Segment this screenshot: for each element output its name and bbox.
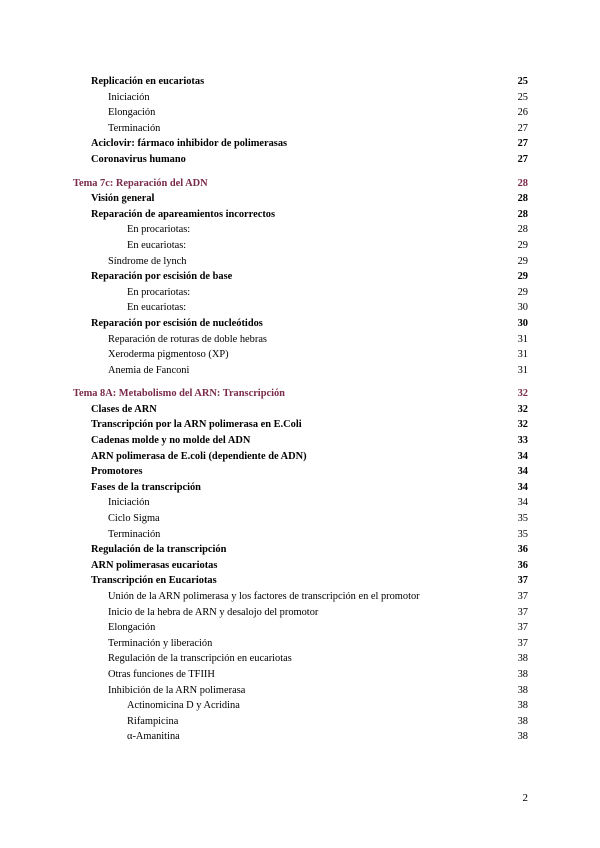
toc-entry-title: Ciclo Sigma	[108, 513, 160, 525]
toc-section-dna-repair	[0, 191, 600, 378]
toc-entry-page: 38	[517, 684, 528, 696]
toc-entry-page: 31	[517, 349, 528, 361]
toc-entry-page: 28	[517, 193, 528, 205]
toc-entry[interactable]	[0, 254, 600, 270]
toc-entry-title: Rifampicina	[127, 715, 179, 727]
toc-entry[interactable]	[0, 207, 600, 223]
toc-entry[interactable]	[0, 152, 600, 168]
toc-entry-title: Iniciación	[108, 91, 150, 103]
toc-entry-page: 37	[517, 606, 528, 618]
toc-entry-title: En eucariotas:	[127, 302, 187, 314]
toc-entry[interactable]	[0, 449, 600, 465]
toc-entry-title: Elongación	[108, 107, 156, 119]
toc-entry[interactable]	[0, 636, 600, 652]
toc-entry-title: Transcripción por la ARN polimerasa en E.Coli	[91, 419, 302, 431]
toc-entry-page: 30	[517, 317, 528, 329]
toc-entry-page: 37	[517, 622, 528, 634]
toc-entry[interactable]	[0, 605, 600, 621]
toc-entry-title: Iniciación	[108, 497, 150, 509]
toc-entry[interactable]	[0, 589, 600, 605]
toc-entry[interactable]	[0, 620, 600, 636]
toc-entry-title: Coronavirus humano	[91, 153, 186, 165]
toc-entry-page: 29	[517, 239, 528, 251]
toc-entry[interactable]	[0, 191, 600, 207]
toc-entry-title: Anemia de Fanconi	[108, 364, 190, 376]
toc-entry-title: Aciclovir: fármaco inhibidor de polimerasas	[91, 138, 288, 150]
toc-entry-page: 37	[517, 637, 528, 649]
toc-chapter-title: Tema 7c: Reparación del ADN	[73, 177, 208, 189]
toc-entry[interactable]	[0, 238, 600, 254]
toc-entry[interactable]	[0, 480, 600, 496]
toc-entry[interactable]	[0, 714, 600, 730]
toc-entry-page: 32	[517, 419, 528, 431]
toc-chapter-page: 28	[517, 177, 528, 189]
toc-entry-page: 27	[517, 153, 528, 165]
toc-entry-page: 29	[517, 271, 528, 283]
toc-entry[interactable]	[0, 121, 600, 137]
toc-section-transcription	[0, 402, 600, 745]
toc-entry-page: 25	[517, 76, 528, 87]
toc-chapter-8a[interactable]	[0, 386, 600, 402]
toc-entry[interactable]	[0, 332, 600, 348]
toc-entry-page: 34	[517, 481, 528, 493]
toc-entry-page: 27	[517, 138, 528, 150]
toc-entry-page: 38	[517, 668, 528, 680]
toc-entry-title: Inicio de la hebra de ARN y desalojo del promotor	[108, 606, 319, 618]
toc-entry-title: Unión de la ARN polimerasa y los factores de transcripción en el promotor	[108, 591, 420, 602]
toc-section-replication	[0, 74, 600, 168]
toc-entry-page: 38	[517, 653, 528, 665]
toc-entry-page: 29	[517, 286, 528, 298]
page-number: 2	[522, 792, 528, 804]
toc-entry-title: Elongación	[108, 622, 156, 634]
toc-entry[interactable]	[0, 347, 600, 363]
toc-entry-page: 28	[517, 224, 528, 236]
toc-entry-page: 33	[517, 435, 528, 447]
toc-entry-title: Terminación	[108, 528, 161, 540]
toc-entry-title: Regulación de la transcripción en eucariotas	[108, 653, 292, 665]
toc-entry[interactable]	[0, 558, 600, 574]
toc-entry-page: 36	[517, 544, 528, 556]
toc-entry-title: En procariotas:	[127, 224, 191, 236]
toc-entry[interactable]	[0, 511, 600, 527]
toc-entry-title: Cadenas molde y no molde del ADN	[91, 435, 251, 447]
toc-entry-page: 32	[517, 403, 528, 415]
toc-entry-title: Reparación de apareamientos incorrectos	[91, 208, 276, 220]
toc-entry-title: Fases de la transcripción	[91, 481, 201, 493]
toc-entry[interactable]	[0, 402, 600, 418]
toc-entry-page: 34	[517, 497, 528, 509]
toc-entry-title: Reparación por escisión de nucleótidos	[91, 317, 263, 329]
toc-entry-page: 27	[517, 122, 528, 134]
toc-entry-page: 30	[517, 302, 528, 314]
toc-chapter-title: Tema 8A: Metabolismo del ARN: Transcripción	[73, 388, 285, 400]
toc-entry-title: Clases de ARN	[91, 403, 157, 415]
section-gap	[0, 378, 600, 386]
toc-entry[interactable]	[0, 683, 600, 699]
toc-entry[interactable]	[0, 698, 600, 714]
toc-chapter-page: 32	[517, 388, 528, 400]
toc-entry-title: Inhibición de la ARN polimerasa	[108, 684, 246, 696]
toc-entry-title: Visión general	[91, 193, 155, 205]
toc-entry[interactable]	[0, 542, 600, 558]
toc-entry[interactable]	[0, 573, 600, 589]
toc-entry[interactable]	[0, 74, 600, 90]
toc-entry-page: 34	[517, 450, 528, 462]
toc-entry-title: Síndrome de lynch	[108, 255, 187, 267]
toc-entry-title: En procariotas:	[127, 286, 191, 298]
toc-entry-page: 29	[517, 255, 528, 267]
toc-entry[interactable]	[0, 90, 600, 106]
toc-entry-title: Regulación de la transcripción	[91, 544, 227, 556]
toc-entry-title: α-Amanitina	[127, 731, 180, 743]
toc-entry-page: 35	[517, 528, 528, 540]
toc-entry-page: 31	[517, 333, 528, 345]
section-gap	[0, 168, 600, 176]
toc-entry-page: 26	[517, 107, 528, 119]
toc-entry-title: Terminación y liberación	[108, 637, 213, 649]
toc-entry-title: Actinomicina D y Acridina	[127, 700, 240, 712]
toc-entry-title: En eucariotas:	[127, 239, 187, 251]
toc-entry[interactable]	[0, 651, 600, 667]
toc-entry-title: Promotores	[91, 466, 143, 478]
toc-entry[interactable]	[0, 136, 600, 152]
toc-entry[interactable]	[0, 495, 600, 511]
toc-entry[interactable]	[0, 464, 600, 480]
toc-entry[interactable]	[0, 363, 600, 379]
toc-entry-page: 35	[517, 513, 528, 525]
toc-entry[interactable]	[0, 316, 600, 332]
toc-entry[interactable]	[0, 105, 600, 121]
toc-entry-title: Otras funciones de TFIIH	[108, 668, 215, 680]
toc-entry-title: Reparación por escisión de base	[91, 271, 233, 283]
toc-entry[interactable]	[0, 285, 600, 301]
toc-entry[interactable]	[0, 269, 600, 285]
toc-entry-title: Xeroderma pigmentoso (XP)	[108, 349, 229, 361]
toc-entry-page: 28	[517, 208, 528, 220]
toc-entry[interactable]	[0, 417, 600, 433]
toc-entry-page: 38	[517, 731, 528, 743]
table-of-contents	[0, 74, 600, 745]
toc-entry[interactable]	[0, 433, 600, 449]
toc-entry-page: 34	[517, 466, 528, 478]
toc-entry-page: 38	[517, 700, 528, 712]
toc-entry[interactable]	[0, 222, 600, 238]
toc-entry-title: Replicación en eucariotas	[91, 76, 205, 87]
toc-entry[interactable]	[0, 729, 600, 745]
toc-entry[interactable]	[0, 527, 600, 543]
toc-chapter-7c[interactable]	[0, 176, 600, 192]
toc-entry-title: Transcripción en Eucariotas	[91, 575, 217, 587]
toc-entry[interactable]	[0, 300, 600, 316]
toc-entry-title: ARN polimerasa de E.coli (dependiente de ADN)	[91, 450, 307, 462]
toc-entry-title: ARN polimerasas eucariotas	[91, 559, 218, 571]
toc-entry[interactable]	[0, 667, 600, 683]
toc-entry-page: 38	[517, 715, 528, 727]
toc-entry-page: 37	[517, 591, 528, 602]
toc-entry-page: 25	[517, 91, 528, 103]
toc-entry-page: 31	[517, 364, 528, 376]
toc-entry-title: Reparación de roturas de doble hebras	[108, 333, 267, 345]
toc-entry-page: 37	[517, 575, 528, 587]
toc-entry-title: Terminación	[108, 122, 161, 134]
toc-entry-page: 36	[517, 559, 528, 571]
